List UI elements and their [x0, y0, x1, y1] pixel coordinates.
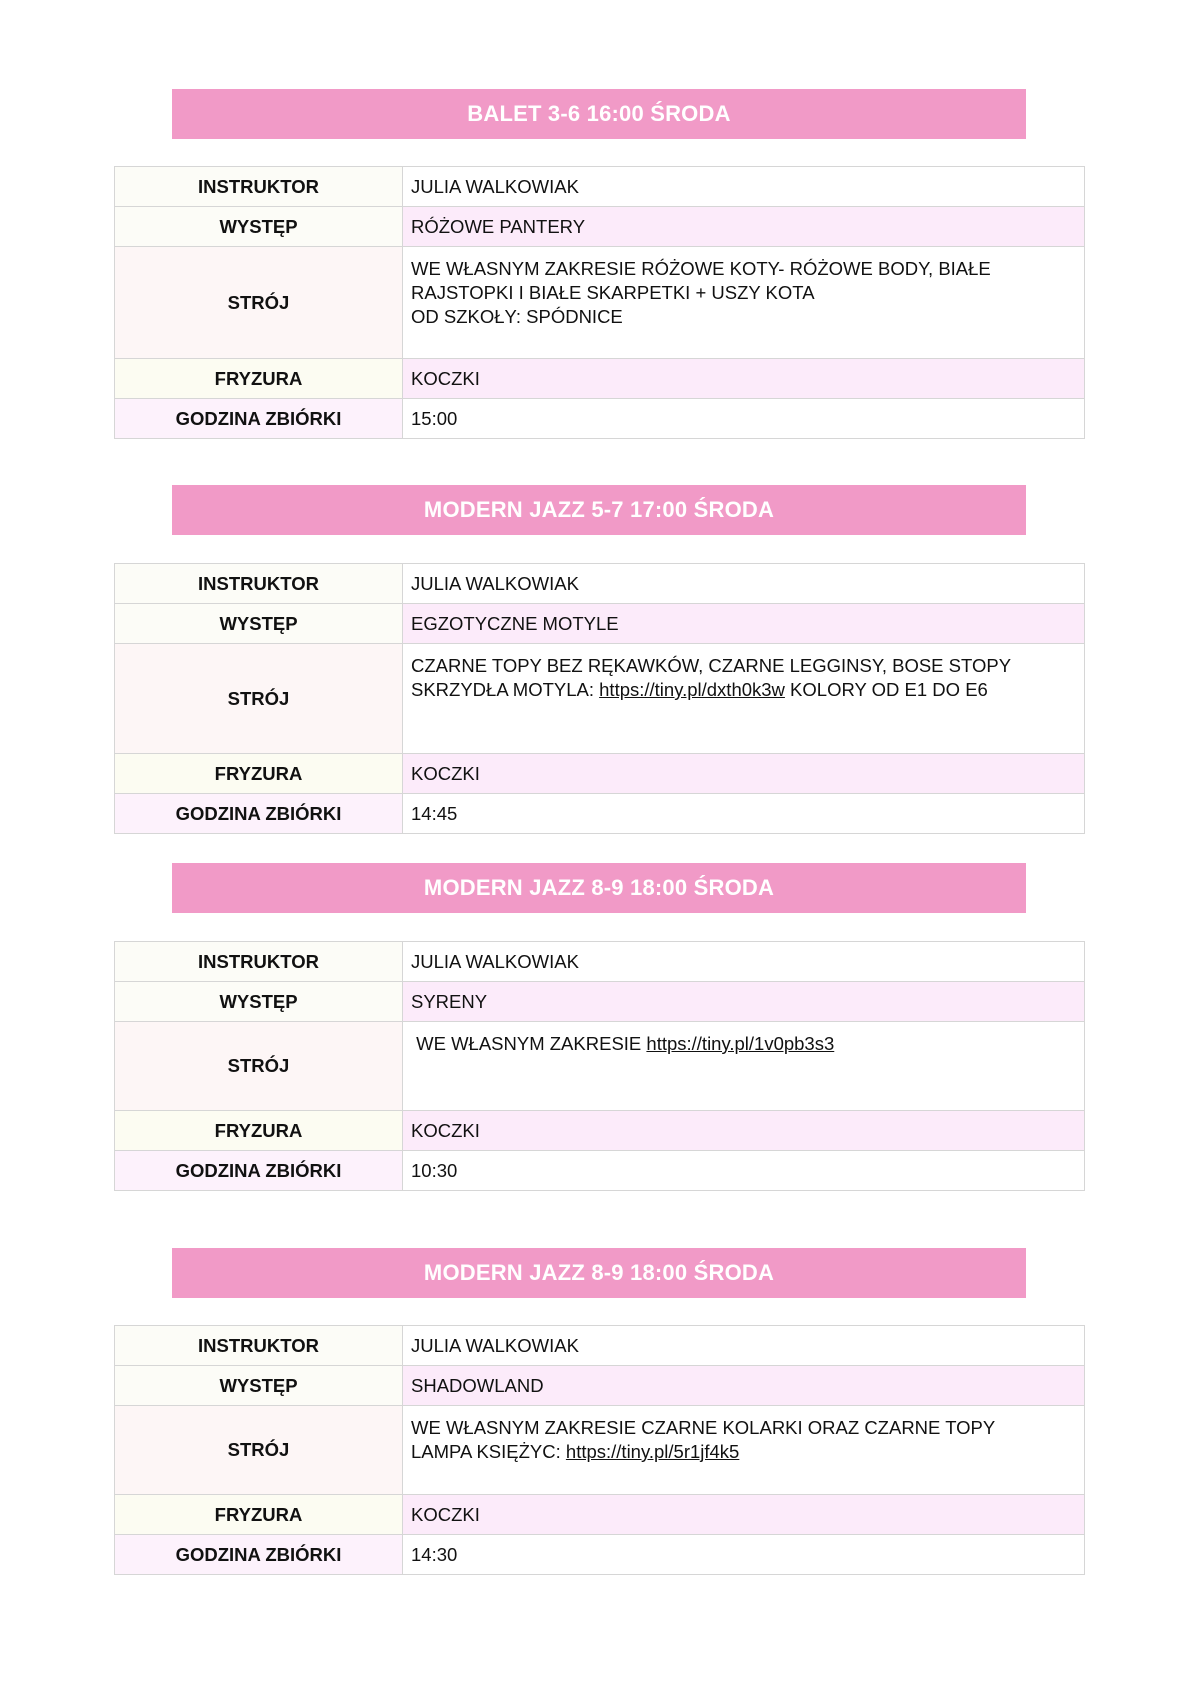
value-stroj: [403, 1406, 1085, 1495]
label-stroj: STRÓJ: [115, 247, 403, 359]
label-godzina: GODZINA ZBIÓRKI: [115, 794, 403, 834]
label-wystep: WYSTĘP: [115, 982, 403, 1022]
stroj-text: LAMPA KSIĘŻYC:: [411, 1441, 566, 1462]
value-stroj: [403, 644, 1085, 754]
table-row: [115, 1326, 1085, 1366]
label-fryzura: FRYZURA: [115, 1495, 403, 1535]
table-row: [115, 942, 1085, 982]
table-row: [115, 1022, 1085, 1111]
value-instruktor: JULIA WALKOWIAK: [403, 167, 1085, 207]
section-title: BALET 3-6 16:00 ŚRODA: [172, 89, 1026, 139]
lamp-link[interactable]: https://tiny.pl/5r1jf4k5: [565, 1441, 740, 1462]
info-table: [114, 941, 1085, 1191]
table-row: [115, 1366, 1085, 1406]
value-wystep: SHADOWLAND: [403, 1366, 1085, 1406]
label-instruktor: INSTRUKTOR: [115, 167, 403, 207]
value-godzina: 14:45: [403, 794, 1085, 834]
label-instruktor: INSTRUKTOR: [115, 1326, 403, 1366]
table-row: [115, 794, 1085, 834]
value-godzina: 14:30: [403, 1535, 1085, 1575]
table-row: [115, 982, 1085, 1022]
table-row: [115, 564, 1085, 604]
value-wystep: SYRENY: [403, 982, 1085, 1022]
stroj-line: CZARNE TOPY BEZ RĘKAWKÓW, CZARNE LEGGINSY, BOSE STOPY: [411, 655, 1012, 676]
label-wystep: WYSTĘP: [115, 1366, 403, 1406]
section-title: MODERN JAZZ 8-9 18:00 ŚRODA: [172, 863, 1026, 913]
stroj-text: WE WŁASNYM ZAKRESIE: [411, 1033, 647, 1054]
table-row: [115, 359, 1085, 399]
info-table: [114, 166, 1085, 439]
section-title: MODERN JAZZ 5-7 17:00 ŚRODA: [172, 485, 1026, 535]
table-row: [115, 754, 1085, 794]
value-instruktor: JULIA WALKOWIAK: [403, 942, 1085, 982]
label-stroj: STRÓJ: [115, 1022, 403, 1111]
stroj-line: [411, 678, 1076, 702]
value-instruktor: JULIA WALKOWIAK: [403, 1326, 1085, 1366]
table-row: [115, 644, 1085, 754]
label-fryzura: FRYZURA: [115, 754, 403, 794]
section-title: MODERN JAZZ 8-9 18:00 ŚRODA: [172, 1248, 1026, 1298]
stroj-line: [411, 1440, 1076, 1464]
value-fryzura: KOCZKI: [403, 1495, 1085, 1535]
stroj-line: [411, 1032, 1076, 1056]
stroj-line: RAJSTOPKI I BIAŁE SKARPETKI + USZY KOTA: [411, 282, 815, 303]
value-instruktor: JULIA WALKOWIAK: [403, 564, 1085, 604]
table-row: [115, 399, 1085, 439]
table-row: [115, 247, 1085, 359]
value-godzina: 10:30: [403, 1151, 1085, 1191]
table-row: [115, 604, 1085, 644]
label-fryzura: FRYZURA: [115, 359, 403, 399]
stroj-text: KOLORY OD E1 DO E6: [784, 679, 988, 700]
table-row: [115, 207, 1085, 247]
label-instruktor: INSTRUKTOR: [115, 564, 403, 604]
table-row: [115, 1535, 1085, 1575]
info-table: [114, 563, 1085, 834]
stroj-line: WE WŁASNYM ZAKRESIE RÓŻOWE KOTY- RÓŻOWE BODY, BIAŁE: [411, 258, 991, 279]
table-row: [115, 1111, 1085, 1151]
value-wystep: RÓŻOWE PANTERY: [403, 207, 1085, 247]
stroj-line: OD SZKOŁY: SPÓDNICE: [411, 306, 623, 327]
table-row: [115, 1495, 1085, 1535]
value-fryzura: KOCZKI: [403, 359, 1085, 399]
value-godzina: 15:00: [403, 399, 1085, 439]
value-wystep: EGZOTYCZNE MOTYLE: [403, 604, 1085, 644]
table-row: [115, 167, 1085, 207]
label-godzina: GODZINA ZBIÓRKI: [115, 1535, 403, 1575]
label-instruktor: INSTRUKTOR: [115, 942, 403, 982]
value-stroj: [403, 247, 1085, 359]
wings-link[interactable]: https://tiny.pl/dxth0k3w: [599, 679, 785, 700]
info-table: [114, 1325, 1085, 1575]
label-stroj: STRÓJ: [115, 1406, 403, 1495]
label-godzina: GODZINA ZBIÓRKI: [115, 399, 403, 439]
label-fryzura: FRYZURA: [115, 1111, 403, 1151]
stroj-line: WE WŁASNYM ZAKRESIE CZARNE KOLARKI ORAZ CZARNE TOPY: [411, 1417, 996, 1438]
label-wystep: WYSTĘP: [115, 207, 403, 247]
value-fryzura: KOCZKI: [403, 1111, 1085, 1151]
label-godzina: GODZINA ZBIÓRKI: [115, 1151, 403, 1191]
stroj-text: SKRZYDŁA MOTYLA:: [411, 679, 600, 700]
label-wystep: WYSTĘP: [115, 604, 403, 644]
table-row: [115, 1406, 1085, 1495]
value-stroj: [403, 1022, 1085, 1111]
costume-link[interactable]: https://tiny.pl/1v0pb3s3: [646, 1033, 835, 1054]
value-fryzura: KOCZKI: [403, 754, 1085, 794]
table-row: [115, 1151, 1085, 1191]
label-stroj: STRÓJ: [115, 644, 403, 754]
